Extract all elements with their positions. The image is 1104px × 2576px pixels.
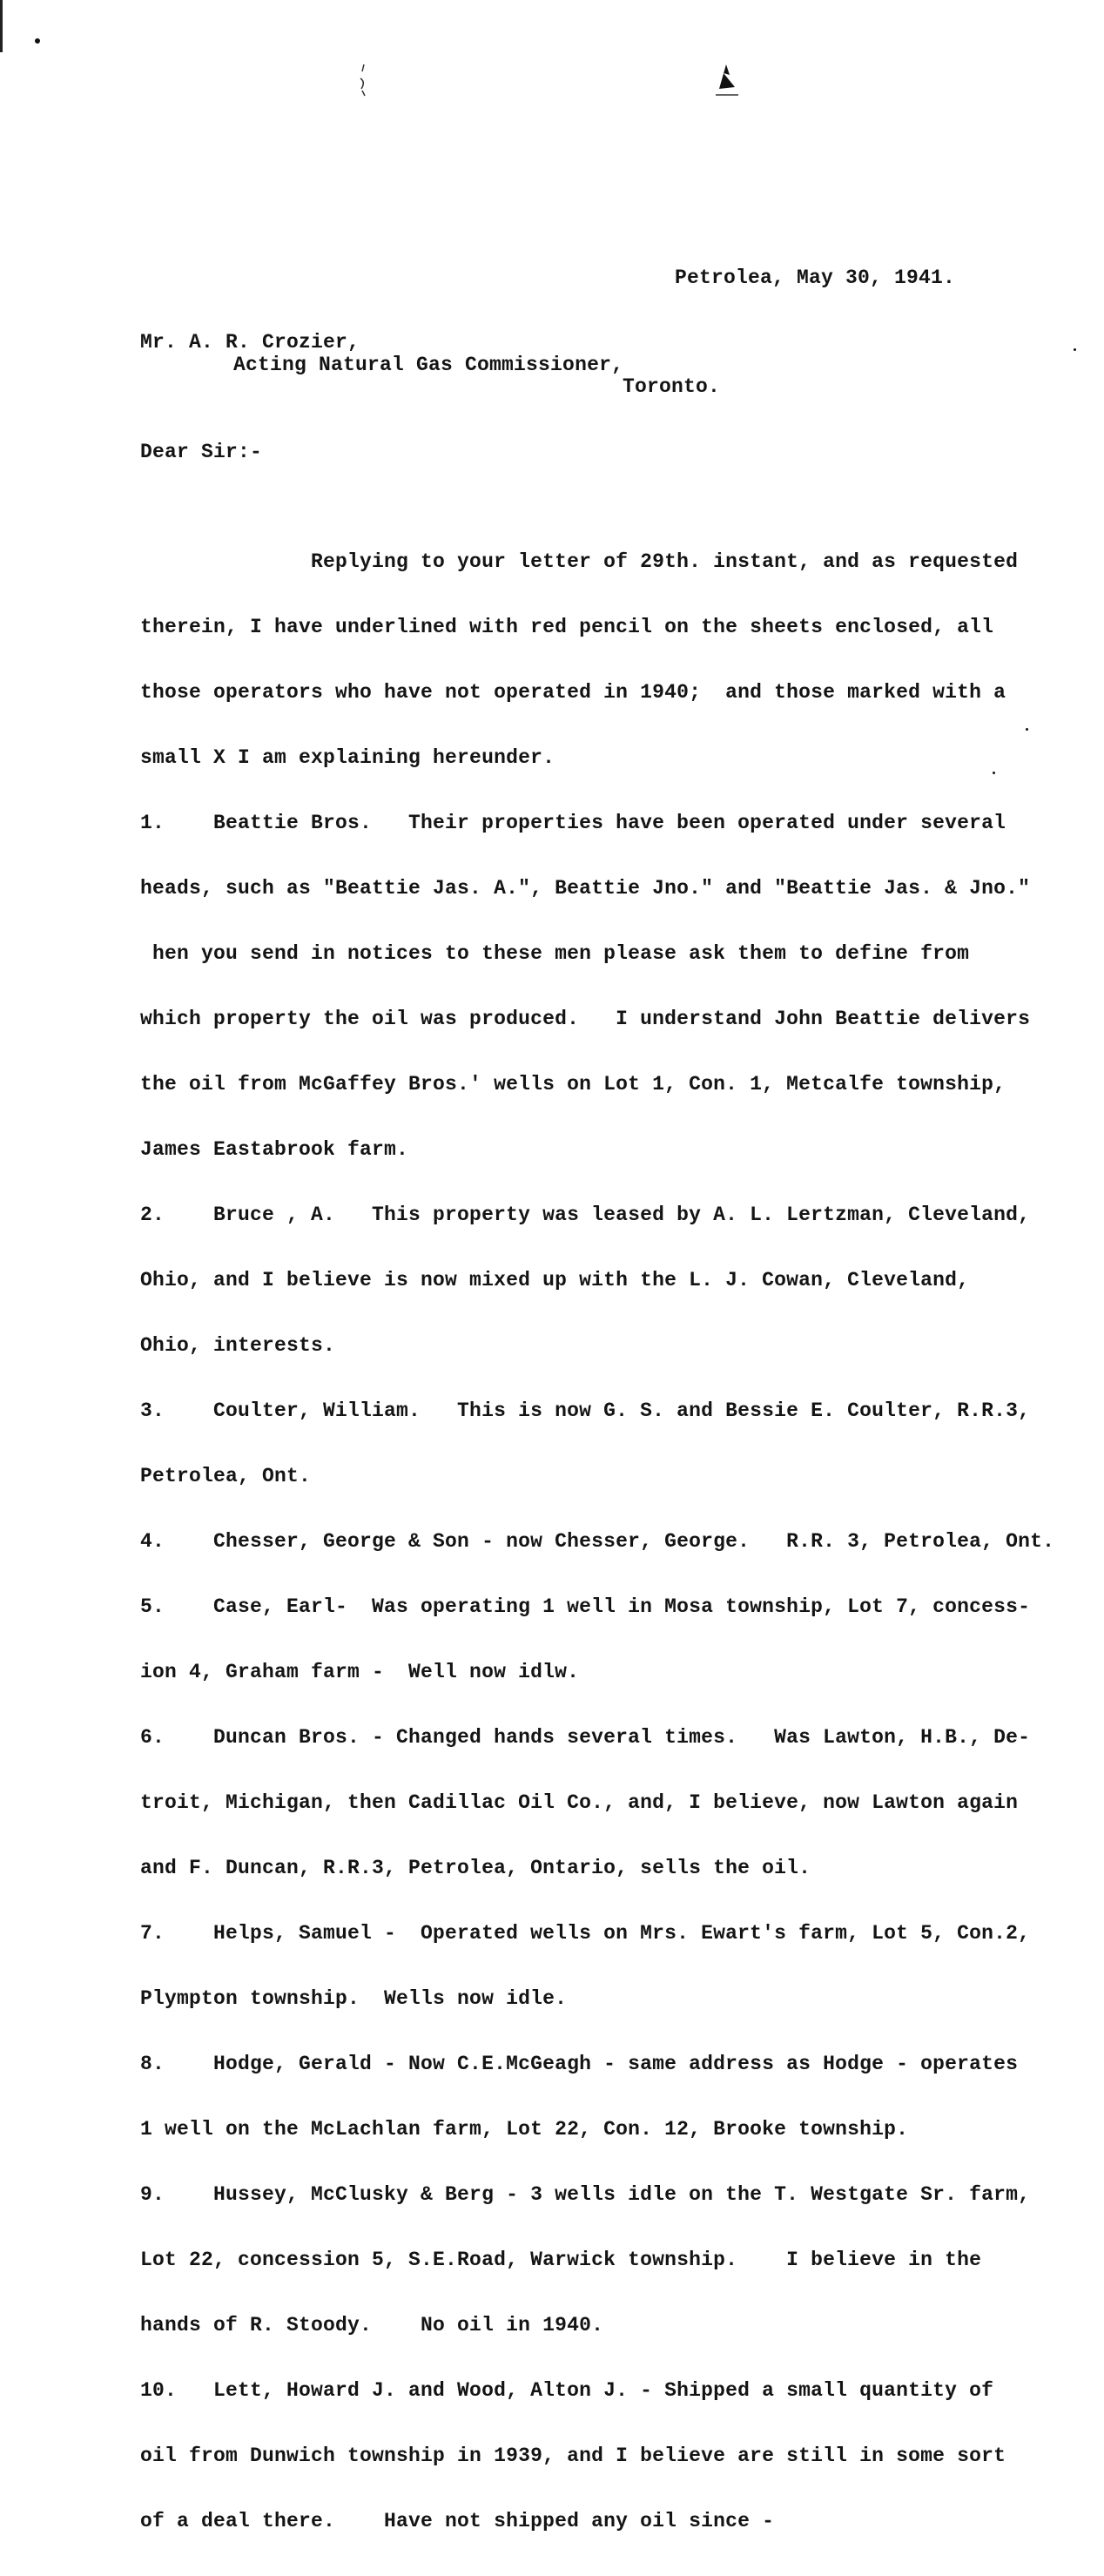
page-number-mark (714, 63, 740, 98)
body-line: the oil from McGaffey Bros.' wells on Lot 1, Con. 1, Metcalfe township, (140, 1073, 1006, 1096)
speck-mark (1026, 728, 1028, 731)
recipient-city: Toronto. (623, 375, 721, 398)
body-line: 5. Case, Earl- Was operating 1 well in Mosa township, Lot 7, concess- (140, 1595, 1031, 1618)
body-line: Lot 22, concession 5, S.E.Road, Warwick township. I believe in the (140, 2249, 982, 2271)
body-line: small X I am explaining hereunder. (140, 746, 555, 769)
body-line: 2. Bruce , A. This property was leased by A. L. Lertzman, Cleveland, (140, 1204, 1031, 1226)
punch-dot-mark (35, 38, 40, 44)
stray-mark (357, 63, 369, 98)
body-line: which property the oil was produced. I understand John Beattie delivers (140, 1008, 1031, 1030)
body-line: 7. Helps, Samuel - Operated wells on Mrs. Ewart's farm, Lot 5, Con.2, (140, 1922, 1031, 1945)
body-line: 1. Beattie Bros. Their properties have been operated under several (140, 812, 1006, 834)
body-line: Replying to your letter of 29th. instant, and as requested (140, 550, 1019, 573)
body-line: hen you send in notices to these men please ask them to define from (140, 942, 970, 965)
body-line: 8. Hodge, Gerald - Now C.E.McGeagh - same address as Hodge - operates (140, 2053, 1019, 2075)
body-line: 9. Hussey, McClusky & Berg - 3 wells idle on the T. Westgate Sr. farm, (140, 2183, 1031, 2206)
body-line: 6. Duncan Bros. - Changed hands several times. Was Lawton, H.B., De- (140, 1726, 1031, 1749)
body-line: 4. Chesser, George & Son - now Chesser, George. R.R. 3, Petrolea, Ont. (140, 1530, 1055, 1553)
speck-mark (1074, 348, 1076, 351)
body-line: Plympton township. Wells now idle. (140, 1987, 568, 2010)
body-line: 1 well on the McLachlan farm, Lot 22, Con. 12, Brooke township. (140, 2118, 909, 2141)
date-line: Petrolea, May 30, 1941. (675, 266, 956, 289)
speck-mark (993, 772, 995, 774)
body-line: therein, I have underlined with red pencil on the sheets enclosed, all (140, 616, 994, 638)
left-margin-scan-mark (0, 0, 3, 52)
body-line: James Eastabrook farm. (140, 1138, 409, 1161)
letter-body (140, 508, 1054, 2576)
body-line: Petrolea, Ont. (140, 1465, 312, 1487)
body-line: Ohio, interests. (140, 1334, 336, 1357)
recipient-title: Acting Natural Gas Commissioner, (233, 354, 624, 376)
body-line: ion 4, Graham farm - Well now idlw. (140, 1661, 580, 1683)
salutation: Dear Sir:- (140, 441, 263, 463)
body-line: Ohio, and I believe is now mixed up with the L. J. Cowan, Cleveland, (140, 1269, 970, 1291)
body-line: oil from Dunwich township in 1939, and I believe are still in some sort (140, 2445, 1006, 2467)
body-line: those operators who have not operated in 1940; and those marked with a (140, 681, 1006, 704)
body-line: and F. Duncan, R.R.3, Petrolea, Ontario, sells the oil. (140, 1857, 811, 1879)
body-line: troit, Michigan, then Cadillac Oil Co., and, I believe, now Lawton again (140, 1791, 1019, 1814)
body-line: of a deal there. Have not shipped any oil since - (140, 2510, 775, 2532)
body-line: 3. Coulter, William. This is now G. S. and Bessie E. Coulter, R.R.3, (140, 1399, 1031, 1422)
body-line: 10. Lett, Howard J. and Wood, Alton J. - Shipped a small quantity of (140, 2379, 994, 2402)
body-line: hands of R. Stoody. No oil in 1940. (140, 2314, 604, 2337)
recipient-name: Mr. A. R. Crozier, (140, 331, 360, 354)
body-line: heads, such as "Beattie Jas. A.", Beattie Jno." and "Beattie Jas. & Jno." (140, 877, 1031, 900)
